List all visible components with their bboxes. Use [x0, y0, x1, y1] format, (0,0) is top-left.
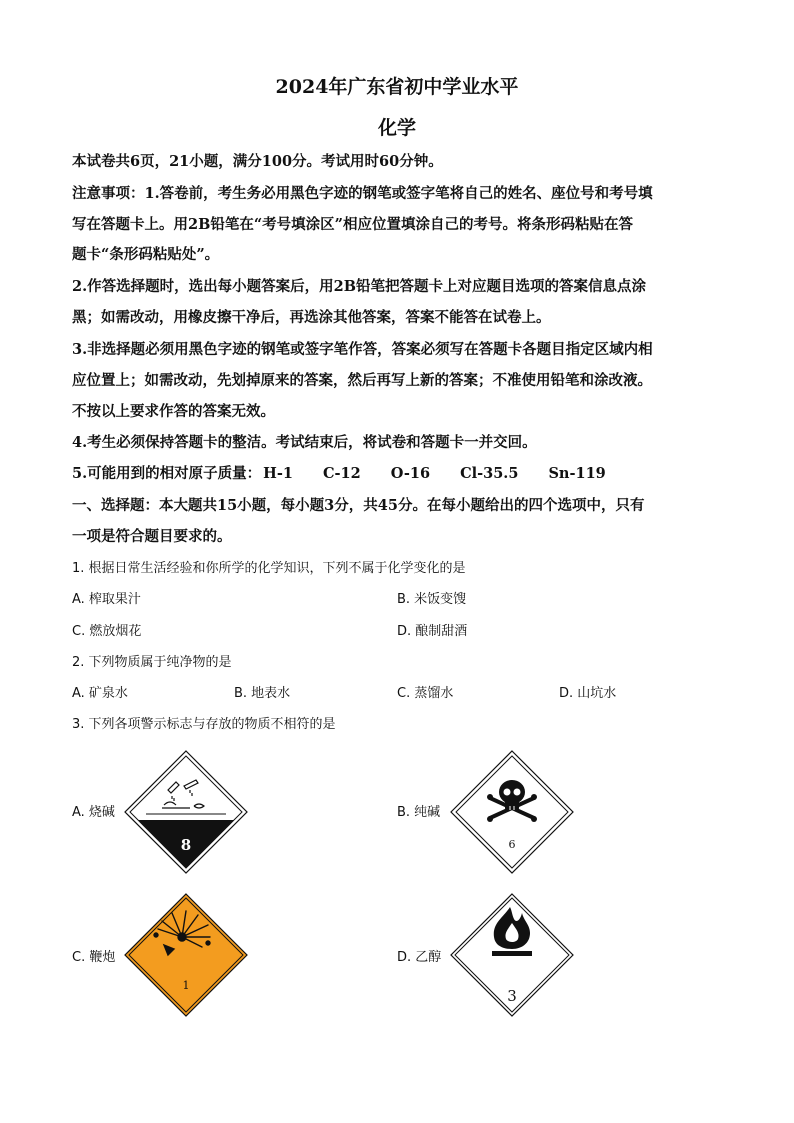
- sign-a-class-number: 8: [180, 836, 192, 854]
- q3-stem: 3. 下列各项警示标志与存放的物质不相符的是: [72, 717, 336, 732]
- sign-d-class-number: 3: [507, 987, 517, 1005]
- q3-option-c: C. 鞭炮: [72, 950, 116, 965]
- q1-option-a: A. 榨取果汁: [72, 592, 141, 607]
- note-line-3: 题卡“条形码粘贴处”。: [72, 246, 220, 263]
- intro-line: 本试卷共6页，21小题，满分100分。考试用时60分钟。: [72, 153, 443, 170]
- note-line-1: 注意事项：1.答卷前，考生务必用黑色字迹的钢笔或签字笔将自己的姓名、座位号和考号填: [72, 185, 653, 202]
- mass-c: C-12: [322, 465, 361, 482]
- q1-option-b: B. 米饭变馊: [397, 592, 467, 607]
- mass-cl: Cl-35.5: [460, 465, 519, 482]
- sign-c-class-number: 1: [182, 979, 190, 992]
- mass-o: O-16: [390, 465, 431, 482]
- q1-stem: 1. 根据日常生活经验和你所学的化学知识，下列不属于化学变化的是: [72, 561, 466, 576]
- note-line-7: 应位置上；如需改动，先划掉原来的答案，然后再写上新的答案；不准使用铅笔和涂改液。: [72, 372, 652, 389]
- q2-stem: 2. 下列物质属于纯净物的是: [72, 655, 232, 670]
- q2-option-a: A. 矿泉水: [72, 686, 128, 701]
- atomic-mass-label: 5.可能用到的相对原子质量：: [72, 465, 262, 482]
- note-line-6: 3.非选择题必须用黑色字迹的钢笔或签字笔作答，答案必须写在答题卡各题目指定区域内相: [72, 341, 653, 358]
- note-line-2: 写在答题卡上。用2B铅笔在“考号填涂区”相应位置填涂自己的考号。将条形码粘贴在答: [72, 216, 634, 233]
- note-line-8: 不按以上要求作答的答案无效。: [72, 403, 275, 420]
- q1-option-d: D. 酿制甜酒: [397, 624, 468, 639]
- note-line-9: 4.考生必须保持答题卡的整洁。考试结束后，将试卷和答题卡一并交回。: [72, 434, 537, 451]
- mass-h: H-1: [263, 465, 293, 482]
- note-line-4: 2.作答选择题时，选出每小题答案后，用2B铅笔把答题卡上对应题目选项的答案信息点涂: [72, 278, 646, 295]
- exam-title: 2024年广东省初中学业水平: [275, 76, 519, 98]
- q2-option-b: B. 地表水: [234, 686, 291, 701]
- q3-option-b: B. 纯碱: [397, 805, 441, 820]
- section-heading-line-1: 一、选择题：本大题共15小题，每小题3分，共45分。在每小题给出的四个选项中，只有: [72, 497, 645, 514]
- flammable-sign: [450, 893, 574, 1017]
- section-heading-line-2: 一项是符合题目要求的。: [72, 528, 232, 545]
- mass-sn: Sn-119: [548, 465, 606, 482]
- q3-option-d: D. 乙醇: [397, 950, 442, 965]
- toxic-sign: [450, 750, 574, 874]
- q1-option-c: C. 燃放烟花: [72, 624, 142, 639]
- note-line-5: 黑；如需改动，用橡皮擦干净后，再选涂其他答案，答案不能答在试卷上。: [72, 309, 551, 326]
- explosive-sign: [124, 893, 248, 1017]
- subject-title: 化学: [377, 117, 416, 139]
- q2-option-c: C. 蒸馏水: [397, 686, 454, 701]
- sign-b-class-number: 6: [508, 838, 516, 851]
- q2-option-d: D. 山坑水: [559, 686, 617, 701]
- q3-option-a: A. 烧碱: [72, 805, 115, 820]
- atomic-mass-line: [72, 462, 606, 483]
- corrosive-sign: [124, 750, 248, 874]
